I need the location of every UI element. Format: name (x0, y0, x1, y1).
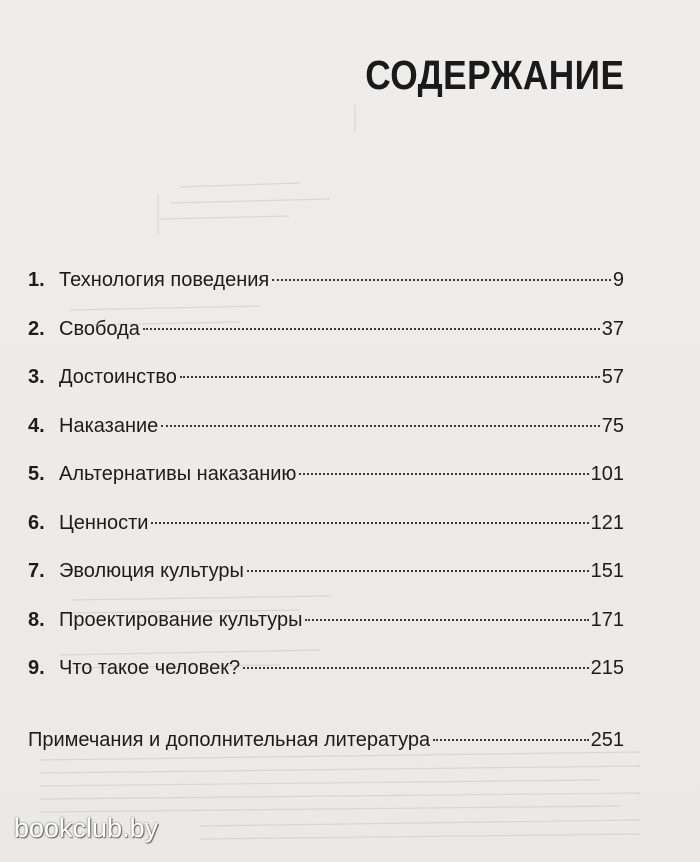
dot-leader (151, 522, 588, 524)
chapter-number: 8. (28, 608, 45, 631)
chapter-number: 3. (28, 366, 45, 388)
chapter-title: Что такое человек? (59, 657, 241, 679)
chapter-number: 7. (28, 560, 45, 582)
page-number: 101 (590, 463, 624, 485)
toc-entry[interactable] (28, 414, 624, 463)
toc-entry-appendix[interactable] (28, 728, 624, 777)
chapter-title: Свобода (59, 317, 140, 340)
appendix-section (28, 728, 624, 777)
chapter-title: Альтернативы наказанию (59, 463, 297, 485)
page-title: СОДЕРЖАНИЕ (364, 52, 624, 98)
toc-entry[interactable] (28, 365, 624, 414)
watermark-logo: bookclub.by (14, 813, 159, 843)
chapter-number: 1. (28, 269, 45, 291)
table-of-contents (28, 268, 624, 705)
page-number: 75 (601, 414, 624, 437)
appendix-title: Примечания и дополнительная литература (28, 729, 431, 751)
dot-leader (243, 667, 589, 669)
chapter-title: Ценности (59, 511, 149, 534)
chapter-title: Технология поведения (59, 269, 270, 291)
dot-leader (161, 425, 599, 427)
toc-entry[interactable] (28, 511, 624, 560)
chapter-number: 5. (28, 463, 45, 485)
chapter-title: Наказание (59, 414, 159, 437)
page-number: 251 (590, 729, 624, 751)
dot-leader (305, 619, 588, 621)
page-number: 121 (590, 511, 624, 534)
toc-entry[interactable] (28, 559, 624, 608)
page-number: 215 (590, 657, 624, 679)
chapter-title: Достоинство (59, 366, 177, 388)
chapter-number: 6. (28, 511, 45, 534)
dot-leader (180, 376, 600, 378)
page-number: 171 (590, 608, 624, 631)
dot-leader (143, 328, 600, 330)
dot-leader (433, 739, 589, 741)
page-number: 37 (601, 317, 624, 340)
chapter-number: 4. (28, 414, 45, 437)
dot-leader (299, 473, 588, 475)
page-number: 57 (601, 366, 624, 388)
dot-leader (272, 279, 611, 281)
chapter-number: 9. (28, 657, 45, 679)
toc-entry[interactable] (28, 317, 624, 366)
toc-entry[interactable] (28, 608, 624, 657)
chapter-title: Эволюция культуры (59, 560, 244, 582)
toc-entry[interactable] (28, 268, 624, 317)
toc-entry[interactable] (28, 462, 624, 511)
chapter-title: Проектирование культуры (59, 608, 303, 631)
page-number: 9 (612, 269, 624, 291)
page-number: 151 (590, 560, 624, 582)
toc-entry[interactable] (28, 656, 624, 705)
dot-leader (247, 570, 589, 572)
chapter-number: 2. (28, 317, 45, 340)
